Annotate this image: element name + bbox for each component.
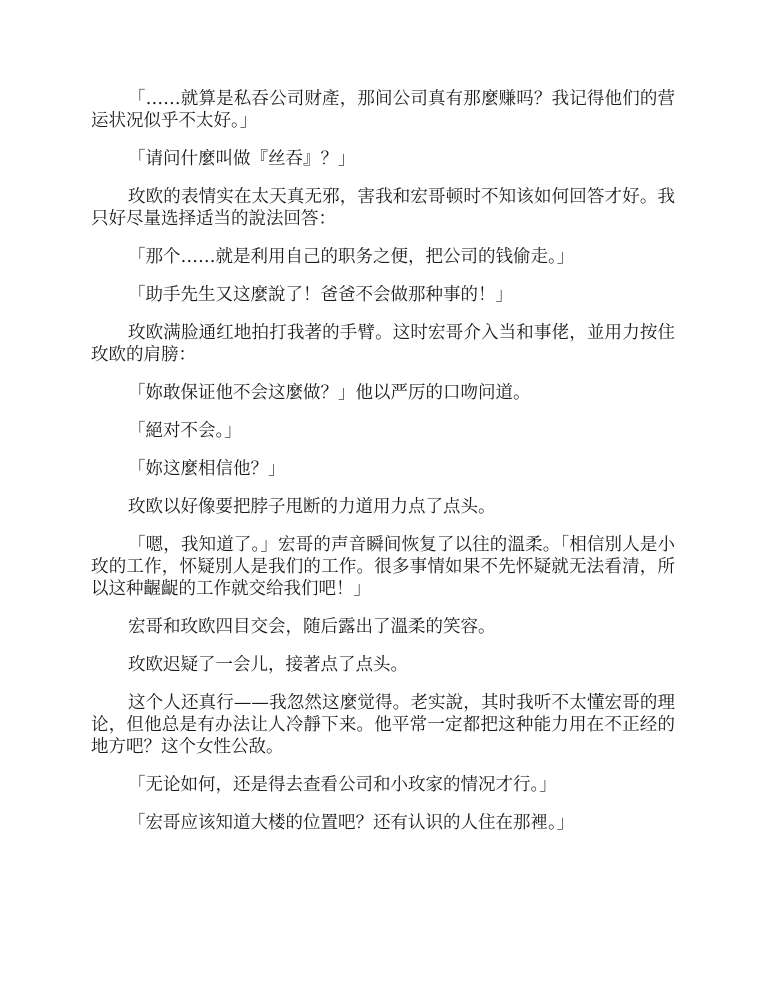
paragraph: 玫欧的表情实在太天真无邪，害我和宏哥顿时不知该如何回答才好。我只好尽量选择适当的說法回答： [91,187,675,229]
paragraph: 「……就算是私吞公司财產，那间公司真有那麼赚吗？我记得他们的营运状况似乎不太好。」 [91,89,675,131]
paragraph: 「助手先生又这麼說了！爸爸不会做那种事的！」 [128,285,513,305]
paragraph: 这个人还真行——我忽然这麼觉得。老实說，其时我听不太懂宏哥的理论，但他总是有办法让人冷靜下来。他平常一定都把这种能力用在不正经的地方吧？这个女性公敌。 [91,693,675,757]
paragraph: 「妳这麼相信他？」 [128,459,286,479]
paragraph: 玫欧以好像要把脖子甩断的力道用力点了点头。 [128,497,496,517]
paragraph: 玫欧迟疑了一会儿，接著点了点头。 [128,655,408,675]
paragraph: 玫欧满脸通红地拍打我著的手臂。这时宏哥介入当和事佬，並用力按住玫欧的肩膀： [91,323,675,365]
paragraph: 「宏哥应该知道大楼的位置吧？还有认识的人住在那裡。」 [128,813,575,833]
paragraph: 「絕对不会。」 [128,421,242,441]
document-page [91,88,675,850]
paragraph: 「那个……就是利用自己的职务之便，把公司的钱偷走。」 [128,247,575,267]
paragraph: 「嗯，我知道了。」宏哥的声音瞬间恢复了以往的溫柔。「相信別人是小玫的工作，怀疑別人是我们的工作。很多事情如果不先怀疑就无法看清，所以这种齷齪的工作就交给我们吧！」 [91,535,675,599]
paragraph: 「妳敢保证他不会这麼做？」他以严厉的口吻问道。 [128,383,531,403]
paragraph: 「请问什麼叫做『丝吞』？」 [128,149,356,169]
paragraph: 宏哥和玫欧四目交会，随后露出了溫柔的笑容。 [128,617,496,637]
paragraph: 「无论如何，还是得去查看公司和小玫家的情况才行。」 [128,775,557,795]
